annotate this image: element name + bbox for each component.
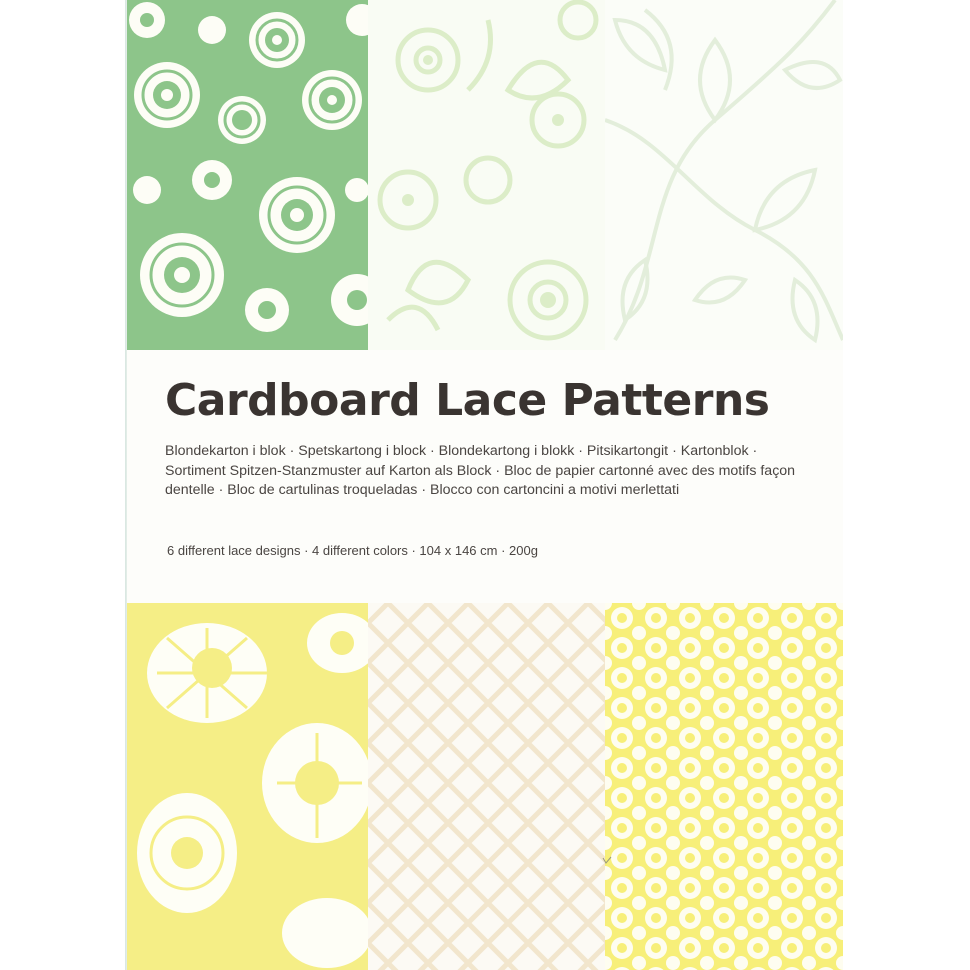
product-specs: 6 different lace designs · 4 different colors · 104 x 146 cm · 200g <box>167 543 538 558</box>
product-title: Cardboard Lace Patterns <box>165 375 770 426</box>
leaf-vine-lace-icon <box>605 0 843 350</box>
check-mark-icon <box>602 855 612 865</box>
quatrefoil-lattice-icon <box>368 603 605 970</box>
flower-lace-icon <box>127 0 368 350</box>
large-flower-lace-icon <box>127 603 368 970</box>
title-band <box>127 350 843 603</box>
product-cover <box>127 0 843 970</box>
geometric-floral-lace-icon <box>605 603 843 970</box>
butterfly-flower-lace-icon <box>368 0 605 350</box>
product-description: Blondekarton i blok · Spetskartong i block · Blondekartong i blokk · Pitsikartongit · Kartonblok · Sortiment Spitzen-Stanzmuster auf Karton als Block · Bloc de papier cartonné avec des motifs façon dentelle · Bloc de cartulinas troqueladas · Blocco con cartoncini a motivi merlettati <box>165 443 796 498</box>
